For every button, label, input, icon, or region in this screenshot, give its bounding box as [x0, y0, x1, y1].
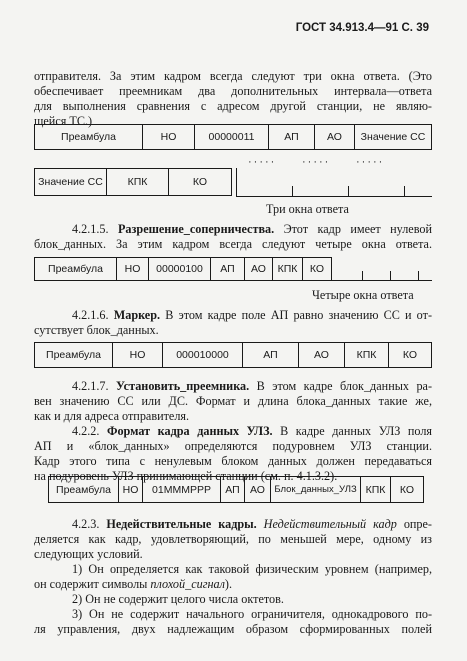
section-term: Недействительный кадр: [263, 517, 397, 531]
section-title: Формат кадра данных УЛЗ.: [106, 424, 273, 438]
frame-caption: Три окна ответа: [266, 202, 349, 216]
section-text: В кадре данных УЛЗ поля: [280, 424, 433, 438]
list-item: 2) Он не содержит целого числа октетов.: [72, 592, 284, 606]
section-line: Кадр этого типа с ненулевым блоком данных должен передаваться: [34, 454, 432, 468]
intro-line: щейся ТС.): [34, 114, 93, 128]
frame-diagram-1-top: [34, 124, 432, 150]
frame-diagram-1-bottom: [34, 168, 232, 196]
section-title: Маркер.: [113, 308, 161, 322]
list-item-continuation: [34, 577, 232, 592]
frame-field: Преамбула: [35, 125, 143, 149]
section-number: 4.2.2.: [72, 424, 100, 438]
frame-field: Преамбула: [35, 258, 117, 280]
frame-field: КО: [192, 176, 208, 188]
section-line: [72, 308, 432, 323]
section-number: 4.2.3.: [72, 517, 100, 531]
list-term: плохой_сигнал: [150, 577, 225, 591]
section-text: опре-: [403, 517, 432, 531]
frame-field: НО: [119, 477, 143, 502]
frame-field: КПК: [345, 343, 389, 367]
frame-field: АП: [243, 343, 299, 367]
frame-field: 00000011: [195, 125, 269, 149]
frame-field: КО: [402, 349, 418, 361]
section-line: деляется как кадр, удовлетворяющий, по меньшей мере, одному из: [34, 532, 432, 546]
frame-field: Преамбула: [49, 477, 119, 502]
section-line: на подуровень УЛЗ принимающей станции (см. п. 4.1.3.2).: [34, 469, 338, 483]
frame-field: НО: [143, 125, 195, 149]
frame-field: НО: [113, 343, 163, 367]
frame-diagram-4: [48, 476, 424, 503]
list-item: 3) Он не содержит начального ограничителя, однокадрового по-: [72, 607, 432, 621]
frame-field: АП: [211, 258, 245, 280]
section-line: [72, 517, 432, 532]
frame-field: АО: [299, 343, 345, 367]
frame-diagram-3: [34, 342, 432, 368]
page-header: ГОСТ 34.913.4—91 С. 39: [295, 22, 429, 34]
frame-field: 00000100: [149, 258, 211, 280]
list-item-continuation: ля управления, двух надлежащим образом сформированных полей: [34, 622, 432, 636]
intro-line: обеспечивает преемникам два дополнительных интервала—ответа: [34, 84, 432, 98]
list-text: ).: [224, 577, 233, 591]
frame-field: НО: [117, 258, 149, 280]
frame-field: КПК: [273, 258, 303, 280]
frame-field: АО: [245, 477, 271, 502]
intro-line: отправителя. За этим кадром всегда следуют три окна ответа. (Это: [34, 69, 432, 83]
section-line: [72, 424, 432, 439]
section-title: Разрешение_соперничества.: [117, 222, 275, 236]
section-line: сутствует блок_данных.: [34, 323, 159, 337]
frame-field: Блок_данных_УЛЗ: [271, 477, 361, 502]
section-text: Этот кадр имеет нулевой: [283, 222, 432, 236]
list-item: 1) Он определяется как таковой физическим уровнем (например,: [72, 562, 432, 576]
section-text: В этом кадре поле АП равно значению СС и от-: [165, 308, 432, 322]
intro-line: для выполнения сравнения с адресом другой станции, не являю-: [34, 99, 432, 113]
frame-field: 01ММMPPP: [143, 477, 221, 502]
frame-field: Преамбула: [35, 343, 113, 367]
section-line: вен значению СС или ДС. Формат и длина блока_данных такие же,: [34, 394, 432, 408]
section-number: 4.2.1.6.: [72, 308, 109, 322]
section-line: блок_данных. За этим кадром всегда следуют четыре окна ответа.: [34, 237, 432, 251]
frame-diagram-2: [34, 257, 332, 281]
section-number: 4.2.1.5.: [72, 222, 109, 236]
frame-field: АП: [269, 125, 315, 149]
frame-caption: Четыре окна ответа: [312, 288, 414, 302]
frame-field: 000010000: [163, 343, 243, 367]
section-line: следующих условий.: [34, 547, 143, 561]
section-number: 4.2.1.7.: [72, 379, 109, 393]
frame-field: КО: [399, 483, 415, 496]
list-text: он содержит символы: [34, 577, 148, 591]
frame-field: АП: [221, 477, 245, 502]
section-line: [72, 222, 432, 237]
frame-field: Значение СС: [35, 169, 107, 195]
section-title: Недействительные кадры.: [106, 517, 257, 531]
frame-field: КПК: [107, 169, 169, 195]
section-line: АП и «блок_данных» определяются подуровнем УЛЗ станции.: [34, 439, 432, 453]
section-text: В этом кадре блок_данных ра-: [256, 379, 433, 393]
frame-field: АО: [245, 258, 273, 280]
section-line: как и для адреса отправителя.: [34, 409, 190, 423]
frame-field: Значение СС: [360, 131, 426, 143]
frame-field: КПК: [361, 477, 391, 502]
frame-field: АО: [315, 125, 355, 149]
section-title: Установить_преемника.: [116, 379, 250, 393]
frame-field: КО: [309, 263, 325, 275]
section-line: [72, 379, 432, 394]
